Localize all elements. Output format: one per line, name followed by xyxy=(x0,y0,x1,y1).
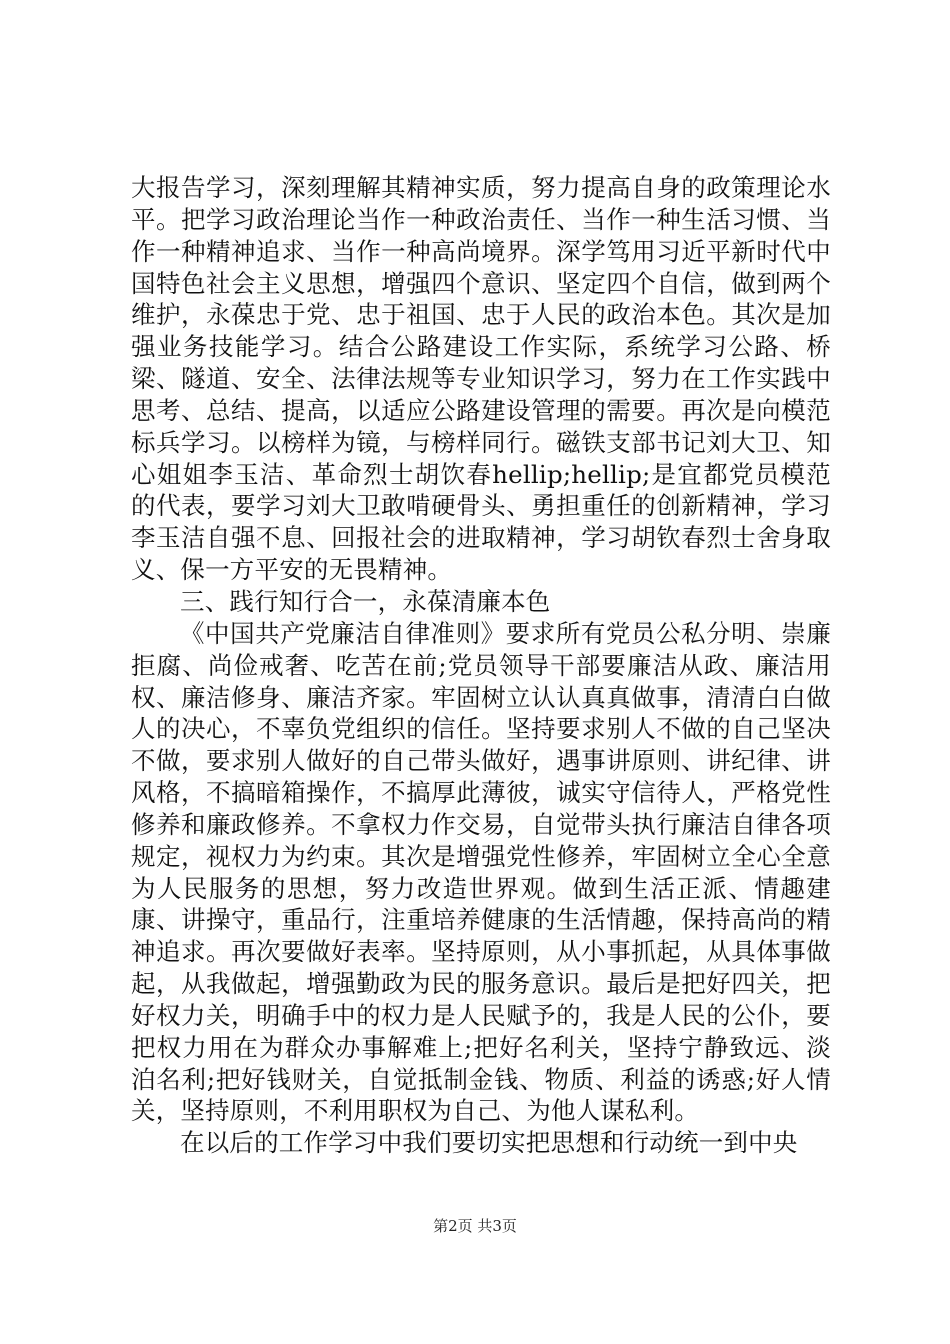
page-footer: 第2页 共3页 xyxy=(433,1217,517,1235)
paragraph-continuation: 大报告学习，深刻理解其精神实质，努力提高自身的政策理论水平。把学习政治理论当作一种政治责任、当作一种生活习惯、当作一种精神追求、当作一种高尚境界。深学笃用习近平新时代中国特色社会主义思想，增强四个意识、坚定四个自信，做到两个维护，永葆忠于党、忠于祖国、忠于人民的政治本色。其次是加强业务技能学习。结合公路建设工作实际，系统学习公路、桥梁、隧道、安全、法律法规等专业知识学习，努力在工作实践中思考、总结、提高，以适应公路建设管理的需要。再次是向模范标兵学习。以榜样为镜，与榜样同行。磁铁支部书记刘大卫、知心姐姐李玉洁、革命烈士胡饮春hellip;hellip;是宜都党员模范的代表，要学习刘大卫敢啃硬骨头、勇担重任的创新精神，学习李玉洁自强不息、回报社会的进取精神，学习胡钦春烈士舍身取义、保一方平安的无畏精神。 xyxy=(131,173,831,585)
section-paragraph: 《中国共产党廉洁自律准则》要求所有党员公私分明、崇廉拒腐、尚俭戒奢、吃苦在前;党员领导干部要廉洁从政、廉洁用权、廉洁修身、廉洁齐家。牢固树立认认真真做事，清清白白做人的决心，不辜负党组织的信任。坚持要求别人不做的自己坚决不做，要求别人做好的自己带头做好，遇事讲原则、讲纪律、讲风格，不搞暗箱操作，不搞厚此薄彼，诚实守信待人，严格党性修养和廉政修养。不拿权力作交易，自觉带头执行廉洁自律各项规定，视权力为约束。其次是增强党性修养，牢固树立全心全意为人民服务的思想，努力改造世界观。做到生活正派、情趣建康、讲操守，重品行，注重培养健康的生活情趣，保持高尚的精神追求。再次要做好表率。坚持原则，从小事抓起，从具体事做起，从我做起，增强勤政为民的服务意识。最后是把好四关，把好权力关，明确手中的权力是人民赋予的，我是人民的公仆，要把权力用在为群众办事解难上;把好名利关，坚持宁静致远、淡泊名利;把好钱财关，自觉抵制金钱、物质、利益的诱惑;好人情关，坚持原则，不利用职权为自己、为他人谋私利。 xyxy=(131,618,831,1126)
document-body xyxy=(131,172,831,1159)
section-heading: 三、践行知行合一，永葆清廉本色 xyxy=(180,586,551,616)
final-paragraph: 在以后的工作学习中我们要切实把思想和行动统一到中央 xyxy=(180,1128,798,1158)
